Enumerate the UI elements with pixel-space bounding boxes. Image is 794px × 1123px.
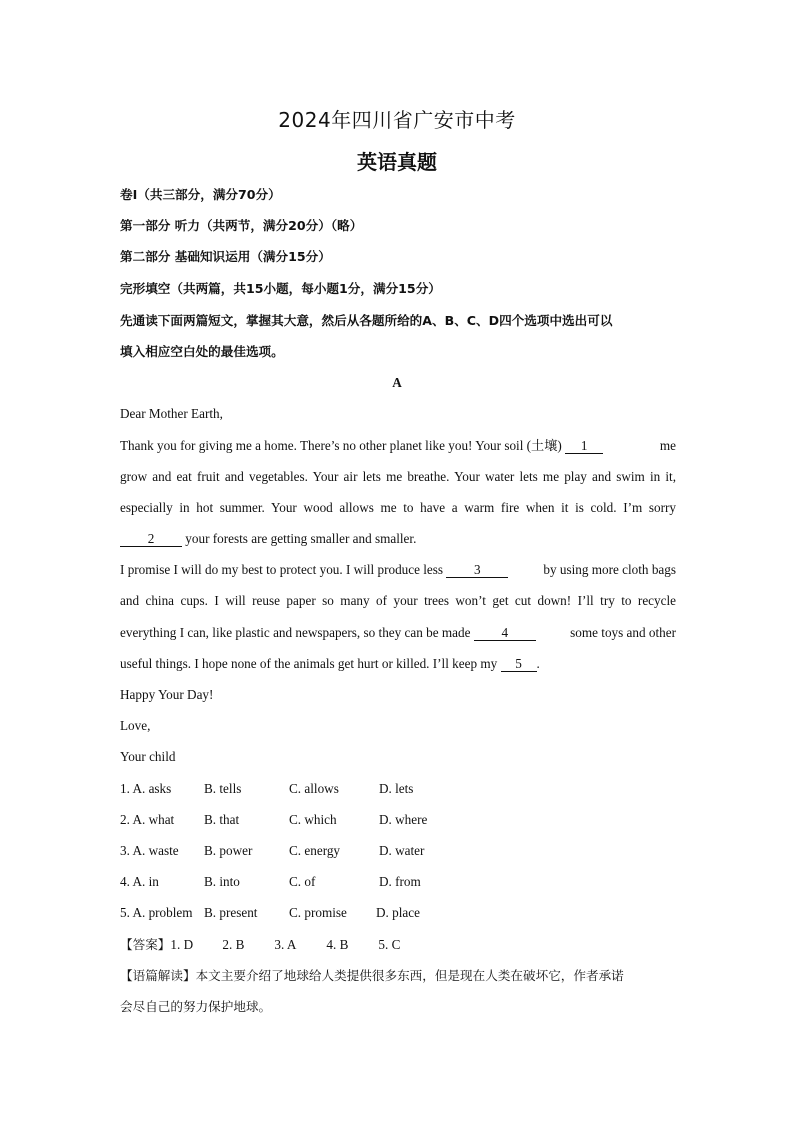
option-d: D. lets [379, 781, 414, 796]
option-b: B. into [204, 874, 240, 889]
option-d: D. from [379, 874, 421, 889]
option-d: D. place [376, 905, 420, 920]
letter-signature: Your child [120, 749, 176, 764]
option-a: 4. A. in [120, 874, 159, 889]
passage-text: your forests are getting smaller and smaller. [182, 531, 417, 546]
cloze-heading: 完形填空（共两篇，共15小题，每小题1分，满分15分） [120, 281, 441, 296]
answer-item: 3. A [274, 937, 297, 952]
answer-item: 2. B [222, 937, 245, 952]
passage-line-7 [120, 624, 676, 642]
option-b: B. that [204, 812, 240, 827]
blank-4: 4 [474, 626, 536, 641]
answer-item: 5. C [378, 937, 401, 952]
passage-text: me [659, 438, 676, 453]
letter-closing-1: Happy Your Day! [120, 687, 214, 702]
instructions-line-1: 先通读下面两篇短文，掌握其大意，然后从各题所给的A、B、C、D四个选项中选出可以 [120, 313, 613, 328]
exam-title: 2024年四川省广安市中考 [278, 108, 516, 132]
exam-subtitle: 英语真题 [357, 150, 437, 174]
option-c: C. which [289, 812, 337, 827]
passage-text: some toys and other [570, 625, 676, 640]
analysis-line-1 [120, 967, 676, 985]
option-c: C. allows [289, 781, 339, 796]
option-c: C. energy [289, 843, 341, 858]
passage-text: everything I can, like plastic and newspapers, so they can be made [120, 625, 474, 640]
passage-text: by using more cloth bags [543, 562, 676, 577]
option-d: D. where [379, 812, 428, 827]
option-a: 5. A. problem [120, 905, 193, 920]
blank-2: 2 [120, 532, 182, 547]
blank-1: 1 [565, 439, 603, 454]
blank-5: 5 [501, 657, 537, 672]
passage-line-1 [120, 437, 676, 455]
answer-label: 【答案】 [120, 937, 171, 952]
answer-item: 4. B [326, 937, 349, 952]
passage-line-2: grow and eat fruit and vegetables. Your air lets me breathe. Your water lets me play and swim in it, [120, 469, 676, 484]
analysis-text: 本文主要介绍了地球给人类提供很多东西，但是现在人类在破坏它，作者承诺 [195, 968, 624, 983]
passage-text: Thank you for giving me a home. There’s no other planet like you! Your soil (土壤) [120, 438, 566, 453]
answer-line [120, 936, 676, 954]
option-c: C. of [289, 874, 316, 889]
passage-text: useful things. I hope none of the animals get hurt or killed. I’ll keep my [120, 656, 501, 671]
passage-label: A [392, 375, 402, 390]
analysis-line-2: 会尽自己的努力保护地球。 [120, 999, 272, 1014]
analysis-label: 【语篇解读】 [120, 968, 196, 983]
part2-heading: 第二部分 基础知识运用（满分15分） [120, 249, 331, 264]
letter-closing-2: Love, [120, 718, 151, 733]
part1-heading: 第一部分 听力（共两节，满分20分）（略） [120, 218, 363, 233]
passage-line-5 [120, 561, 676, 579]
letter-greeting: Dear Mother Earth, [120, 406, 223, 421]
answer-item: 1. D [170, 937, 194, 952]
option-a: 1. A. asks [120, 781, 172, 796]
option-a: 2. A. what [120, 812, 175, 827]
volume-heading: 卷Ⅰ（共三部分，满分70分） [120, 187, 281, 202]
passage-text: I promise I will do my best to protect you. I will produce less [120, 562, 447, 577]
passage-line-4 [120, 530, 676, 548]
option-b: B. tells [204, 781, 242, 796]
passage-text: . [536, 656, 540, 671]
option-b: B. power [204, 843, 253, 858]
passage-line-6: and china cups. I will reuse paper so many of your trees won’t get cut down! I’ll try to recycle [120, 593, 676, 608]
option-d: D. water [379, 843, 425, 858]
option-c: C. promise [289, 905, 347, 920]
blank-3: 3 [446, 563, 508, 578]
passage-line-3: especially in hot summer. Your wood allows me to have a warm fire when it is cold. I’m sorry [120, 500, 676, 515]
instructions-line-2: 填入相应空白处的最佳选项。 [120, 344, 284, 359]
passage-line-8 [120, 655, 676, 673]
option-a: 3. A. waste [120, 843, 179, 858]
option-b: B. present [204, 905, 258, 920]
